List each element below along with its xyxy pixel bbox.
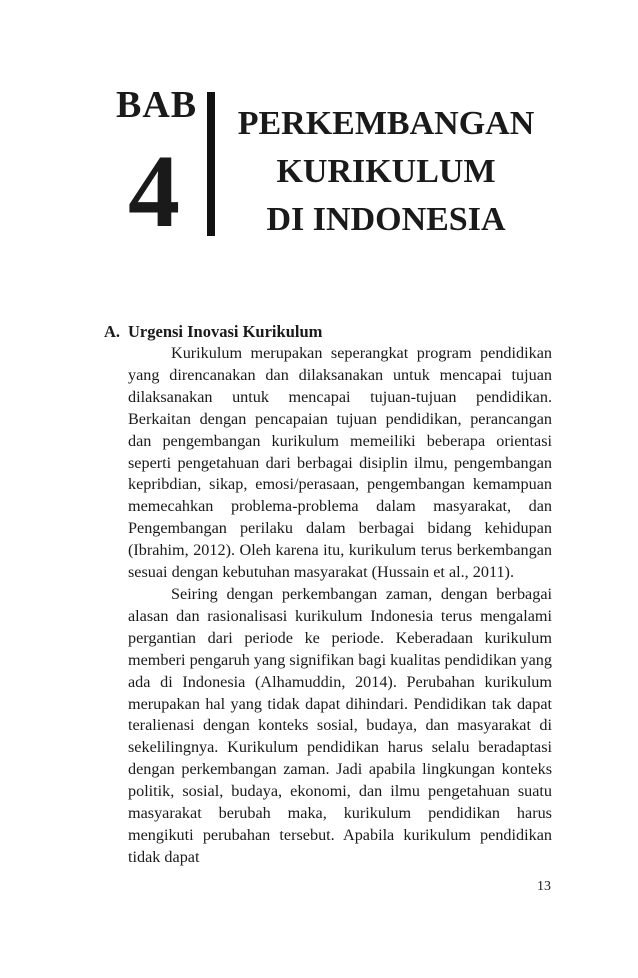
- page-number: 13: [537, 879, 551, 894]
- chapter-label: BAB: [116, 84, 198, 126]
- chapter-number: 4: [128, 134, 180, 249]
- section-title: Urgensi Inovasi Kurikulum: [128, 322, 323, 341]
- chapter-title-line: KURIKULUM: [276, 153, 496, 190]
- chapter-title-line: DI INDONESIA: [266, 201, 506, 238]
- paragraph: Kurikulum merupakan seperangkat program pendidikan yang direncanakan dan dilaksanakan untuk mencapai tujuan dilaksanakan untuk mencapai tujuan-tujuan pendidikan. Berkaitan dengan pencapaian tujuan pendidikan, perancangan dan pengembangan kurikulum memeiliki beberapa orientasi seperti pengetahuan dari berbagai disiplin ilmu, pengembangan kepribdian, sikap, emosi/perasaan, pengembangan kemampuan memecahkan problema-problema dalam masyarakat, dan Pengembangan perilaku dalam berbagai bidang kehidupan (Ibrahim, 2012). Oleh karena itu, kurikulum terus berkembangan sesuai dengan kebutuhan masyarakat (Hussain et al., 2011).: [128, 344, 552, 582]
- chapter-title-line: PERKEMBANGAN: [237, 105, 535, 142]
- section-letter: A.: [104, 322, 121, 341]
- section-heading: [104, 321, 322, 343]
- chapter-title: [226, 100, 546, 244]
- chapter-divider: [207, 92, 215, 236]
- paragraph: Seiring dengan perkembangan zaman, dengan berbagai alasan dan rasionalisasi kurikulum Indonesia terus mengalami pergantian dari periode ke periode. Keberadaan kurikulum memberi pengaruh yang signifikan bagi kualitas pendidikan yang ada di Indonesia (Alhamuddin, 2014). Perubahan kurikulum merupakan hal yang tidak dapat dihindari. Pendidikan tak dapat teralienasi dengan konteks sosial, budaya, dan masyarakat di sekelilingnya. Kurikulum pendidikan harus selalu beradaptasi dengan perkembangan zaman. Jadi apabila lingkungan konteks politik, sosial, budaya, ekonomi, dan ilmu pengetahuan suatu masyarakat berubah maka, kurikulum pendidikan harus mengikuti perubahan tersebut. Apabila kurikulum pendidikan tidak dapat: [128, 584, 552, 866]
- body-text: [128, 343, 552, 869]
